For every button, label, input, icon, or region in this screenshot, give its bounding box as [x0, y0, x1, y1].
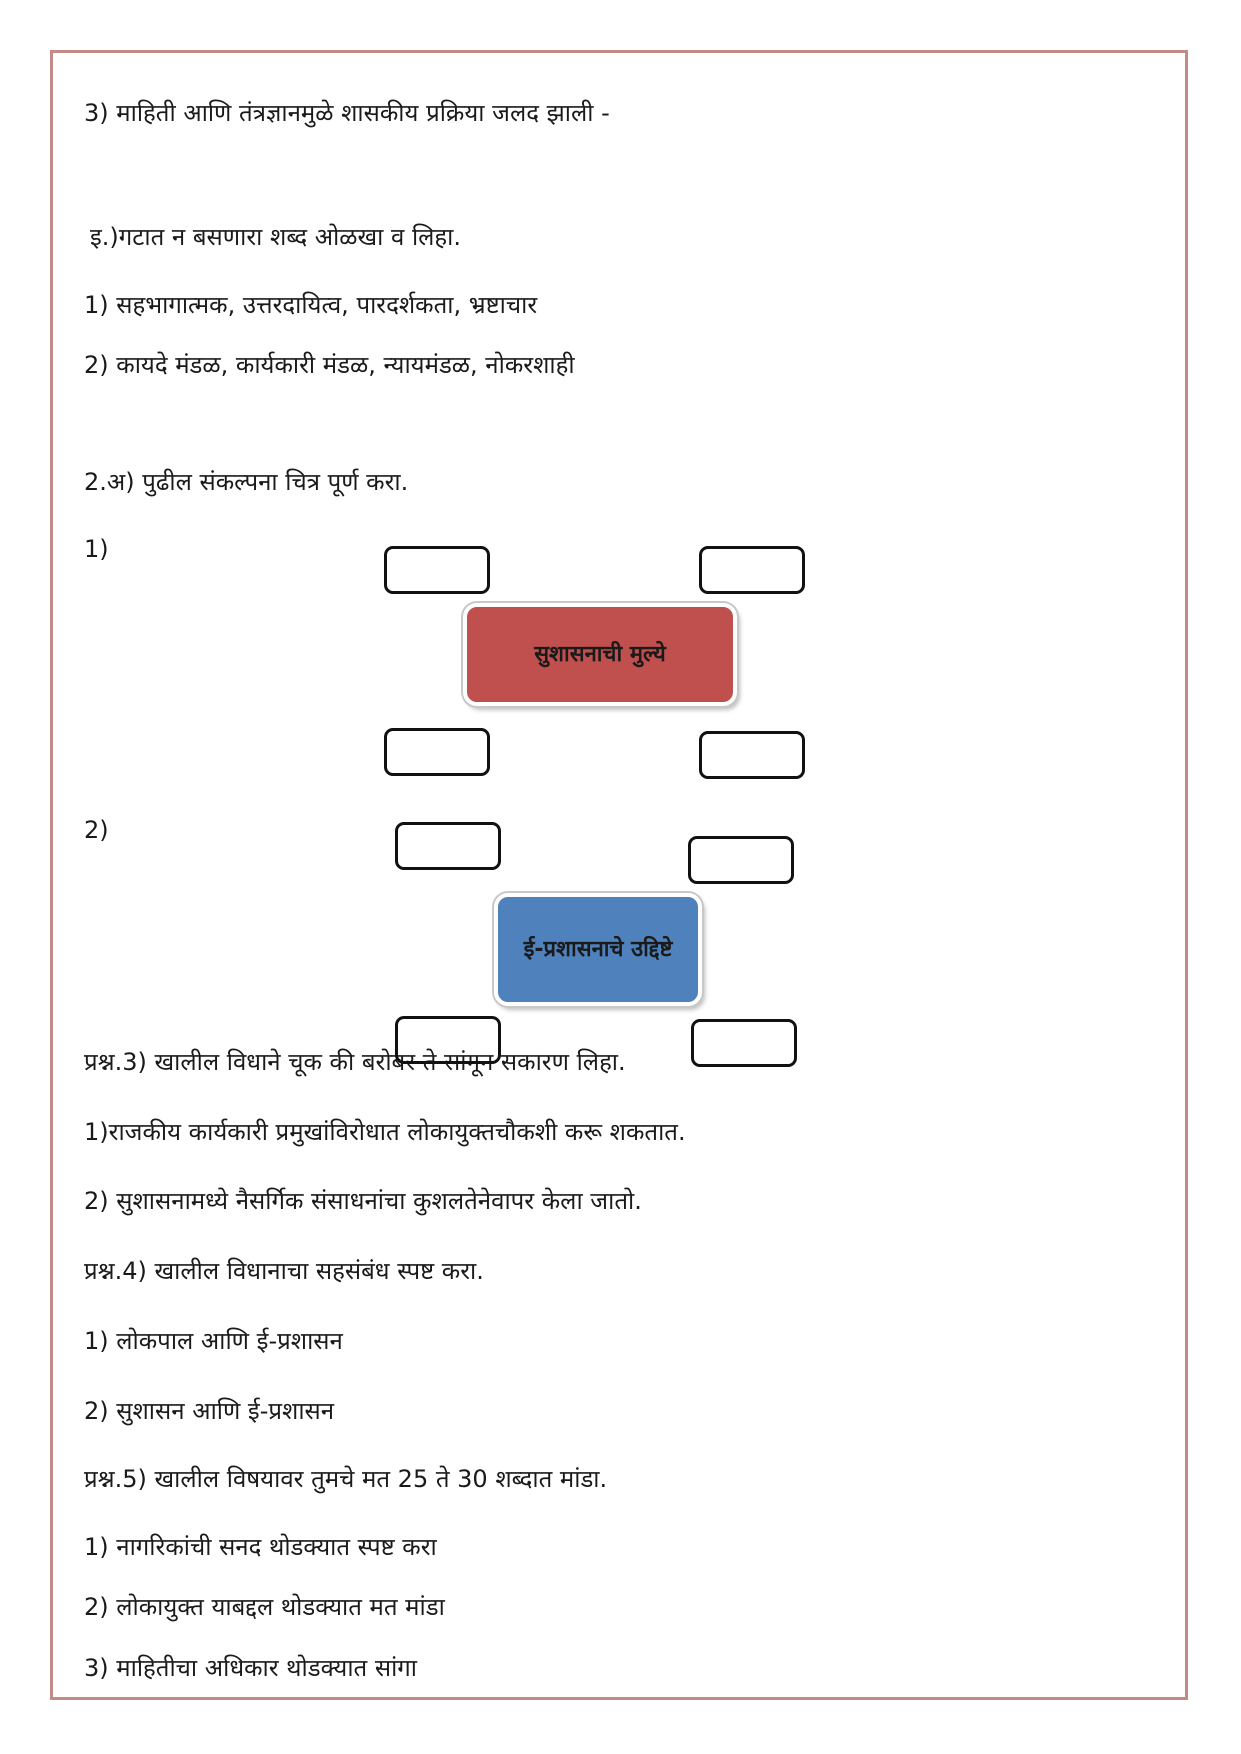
question-it: 3) माहिती आणि तंत्रज्ञानमुळे शासकीय प्रक्रिया जलद झाली - [84, 99, 610, 127]
concept1-box-bottom-right [699, 731, 805, 779]
question-3-item-2: 2) सुशासनामध्ये नैसर्गिक संसाधनांचा कुशलतेनेवापर केला जातो. [84, 1187, 642, 1215]
concept2-box-bottom-right [691, 1019, 797, 1067]
concept1-center: सुशासनाची मुल्ये [463, 603, 737, 706]
odd-item-2: 2) कायदे मंडळ, कार्यकारी मंडळ, न्यायमंडळ, नोकरशाही [84, 351, 575, 379]
question-5-item-1: 1) नागरिकांची सनद थोडक्यात स्पष्ट करा [84, 1533, 437, 1561]
concept2-box-top-left [395, 822, 501, 870]
concept1-box-bottom-left [384, 728, 490, 776]
question-4-item-2: 2) सुशासन आणि ई-प्रशासन [84, 1397, 335, 1425]
question-3: प्रश्न.3) खालील विधाने चूक की बरोबर ते सांगून सकारण लिहा. [84, 1048, 626, 1076]
question-5: प्रश्न.5) खालील विषयावर तुमचे मत 25 ते 30 शब्दात मांडा. [84, 1465, 608, 1493]
concept2-box-top-right [688, 836, 794, 884]
concept-1-number: 1) [84, 535, 109, 563]
section-odd-one-out: इ.)गटात न बसणारा शब्द ओळखा व लिहा. [90, 223, 462, 251]
question-5-item-2: 2) लोकायुक्त याबद्दल थोडक्यात मत मांडा [84, 1593, 445, 1621]
concept1-box-top-left [384, 546, 490, 594]
question-5-item-3: 3) माहितीचा अधिकार थोडक्यात सांगा [84, 1654, 418, 1682]
odd-item-1: 1) सहभागात्मक, उत्तरदायित्व, पारदर्शकता, भ्रष्टाचार [84, 291, 538, 319]
question-4: प्रश्न.4) खालील विधानाचा सहसंबंध स्पष्ट करा. [84, 1257, 484, 1285]
section-concept-map: 2.अ) पुढील संकल्पना चित्र पूर्ण करा. [84, 468, 409, 496]
question-4-item-1: 1) लोकपाल आणि ई-प्रशासन [84, 1327, 343, 1355]
concept2-center: ई-प्रशासनाचे उद्दिष्टे [494, 893, 702, 1006]
concept2-box-bottom-left [395, 1016, 501, 1064]
concept1-box-top-right [699, 546, 805, 594]
concept-2-number: 2) [84, 816, 109, 844]
question-3-item-1: 1)राजकीय कार्यकारी प्रमुखांविरोधात लोकायुक्तचौकशी करू शकतात. [84, 1118, 686, 1146]
